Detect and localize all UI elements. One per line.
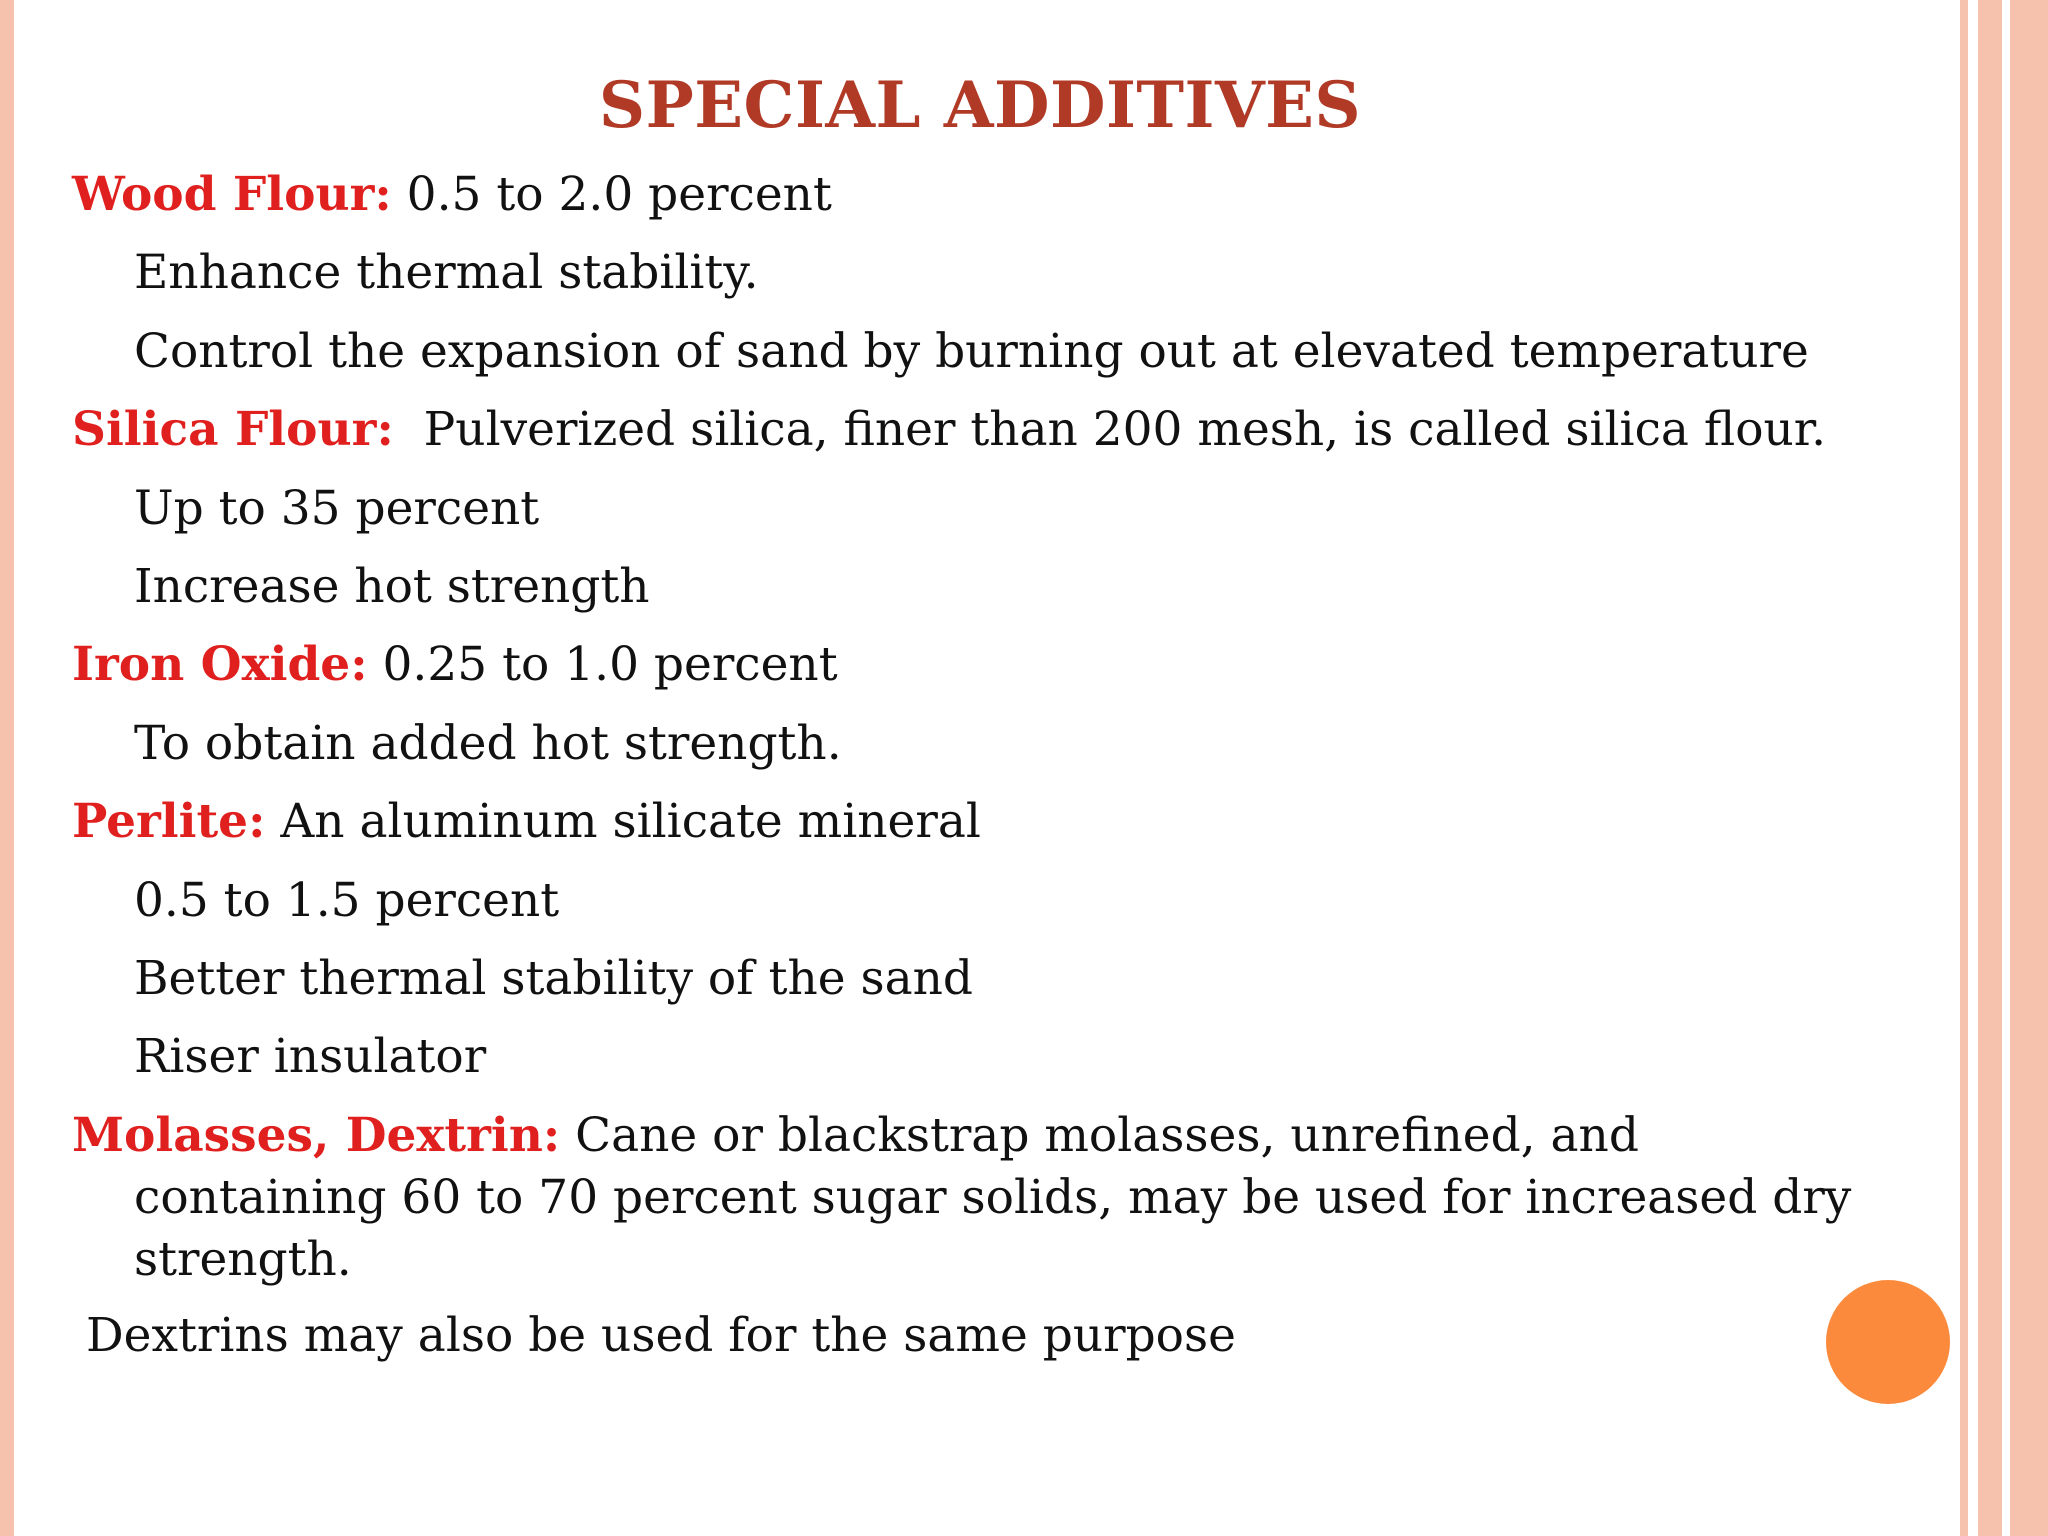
bullet-point: Riser insulator [134, 1029, 487, 1085]
term-description: An aluminum silicate mineral [265, 794, 981, 850]
term-label: Molasses, Dextrin: [72, 1107, 561, 1163]
bullet-point: Better thermal stability of the sand [134, 950, 973, 1006]
term-label: Wood Flour: [72, 167, 392, 222]
bullet-point: Control the expansion of sand by burning out at elevated temperature [134, 323, 1809, 379]
right-border-stripe-2 [1978, 0, 2002, 1536]
term-label: Silica Flour: [72, 402, 394, 458]
left-border-stripe [0, 0, 14, 1536]
closing-note: Dextrins may also be used for the same purpose [86, 1307, 1236, 1363]
term-description: Cane or blackstrap molasses, unrefined, and containing 60 to 70 percent sugar solids, may be used for increased dry strength. [134, 1107, 1852, 1287]
bullet-point: To obtain added hot strength. [134, 715, 842, 771]
slide-title: SPECIAL ADDITIVES [598, 68, 1362, 143]
bullet-point: Enhance thermal stability. [134, 245, 759, 301]
term-label: Iron Oxide: [72, 637, 368, 693]
term-description: 0.25 to 1.0 percent [367, 637, 838, 693]
section-heading-perlite [72, 783, 1902, 861]
slide-content [72, 156, 1902, 1375]
orange-circle-decoration [1826, 1280, 1950, 1404]
right-border-stripe-3 [2010, 0, 2048, 1536]
bullet-point: 0.5 to 1.5 percent [134, 872, 560, 928]
section-heading-molasses-dextrin [72, 1105, 1902, 1291]
right-border-stripe-1 [1960, 0, 1968, 1536]
term-label: Perlite: [72, 794, 266, 850]
section-heading-wood-flour [72, 156, 1902, 234]
bullet-point: Up to 35 percent [134, 480, 540, 536]
term-description: Pulverized silica, finer than 200 mesh, is called silica flour. [393, 402, 1827, 458]
section-heading-iron-oxide [72, 626, 1902, 704]
bullet-point: Increase hot strength [134, 558, 650, 614]
term-description: 0.5 to 2.0 percent [391, 167, 832, 222]
section-heading-silica-flour [72, 391, 1902, 469]
